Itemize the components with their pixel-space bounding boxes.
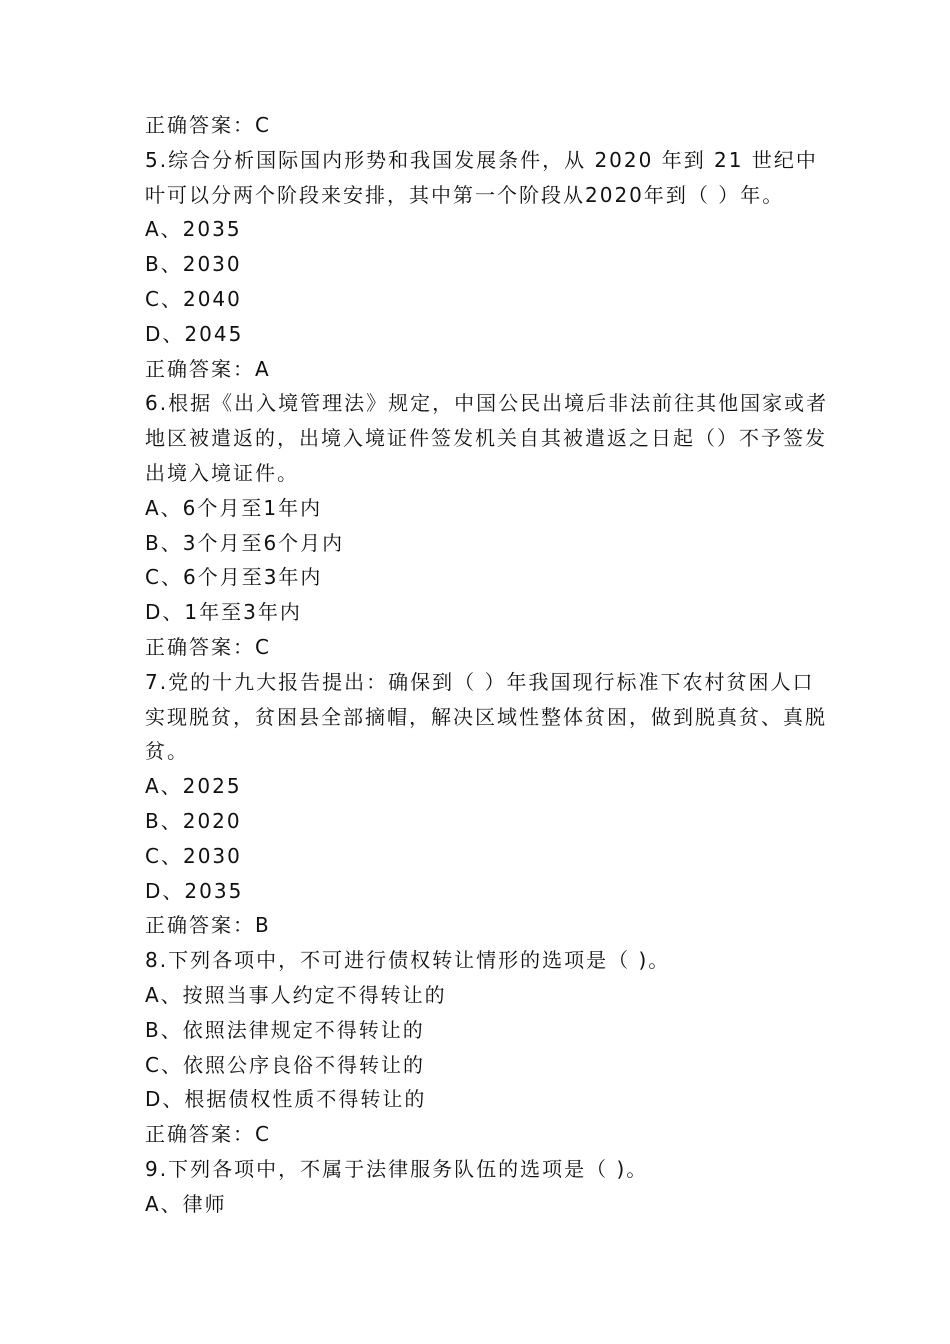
option-c: C、依照公序良俗不得转让的 [145, 1052, 425, 1077]
option-a: A、按照当事人约定不得转让的 [145, 982, 447, 1007]
option-b: B、2030 [145, 252, 242, 277]
option-d: D、根据债权性质不得转让的 [145, 1087, 427, 1112]
question-8 [145, 943, 840, 1152]
answer-line: 正确答案：A [145, 356, 271, 381]
option-a: A、2035 [145, 217, 242, 242]
answer-line: 正确答案：C [145, 1122, 271, 1147]
answer-line: 正确答案：C [145, 634, 271, 659]
question-text: 5.综合分析国际国内形势和我国发展条件，从 2020 年到 21 世纪中叶可以分两个阶段来安排，其中第一个阶段从2020年到（ ）年。 [145, 147, 818, 207]
option-b: B、依照法律规定不得转让的 [145, 1017, 425, 1042]
answer-line: 正确答案：B [145, 913, 271, 938]
option-d: D、2035 [145, 878, 244, 903]
question-7 [145, 665, 840, 943]
question-6 [145, 386, 840, 664]
question-9 [145, 1152, 840, 1222]
question-text: 9.下列各项中，不属于法律服务队伍的选项是（ )。 [145, 1156, 649, 1181]
option-c: C、2040 [145, 286, 242, 311]
question-5 [145, 143, 840, 387]
option-d: D、2045 [145, 321, 244, 346]
option-c: C、2030 [145, 843, 242, 868]
option-c: C、6个月至3年内 [145, 565, 323, 590]
question-text: 7.党的十九大报告提出：确保到（ ）年我国现行标准下农村贫困人口实现脱贫，贫困县全部摘帽，解决区域性整体贫困，做到脱真贫、真脱贫。 [145, 669, 827, 764]
option-d: D、1年至3年内 [145, 600, 302, 625]
answer-line: 正确答案：C [145, 113, 271, 137]
question-text: 6.根据《出入境管理法》规定，中国公民出境后非法前往其他国家或者地区被遣返的，出境入境证件签发机关自其被遣返之日起（）不予签发出境入境证件。 [145, 391, 829, 485]
option-b: B、2020 [145, 808, 242, 833]
option-a: A、律师 [145, 1191, 227, 1216]
question-text: 8.下列各项中，不可进行债权转让情形的选项是（ )。 [145, 948, 671, 973]
option-b: B、3个月至6个月内 [145, 530, 345, 555]
option-a: A、6个月至1年内 [145, 495, 323, 520]
option-a: A、2025 [145, 774, 242, 799]
